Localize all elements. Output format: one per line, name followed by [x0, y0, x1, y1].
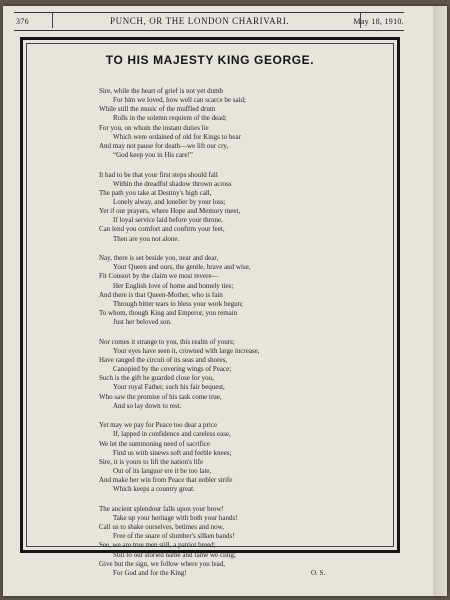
poem-line: Then are you not alone.	[113, 234, 180, 243]
poem-line: Give but the sign, we follow where you lead,	[99, 559, 225, 568]
poem-line: Yet if our prayers, where Hope and Memory meet,	[99, 207, 241, 216]
poem-line: And may not pause for death—we lift our cry,	[99, 141, 229, 150]
poem-line: Which were ordained of old for Kings to bear	[113, 132, 241, 141]
poem-line: Fit Consort by the claim we most revere—	[99, 272, 219, 281]
poem-line: It had to be that your first steps should fall	[99, 170, 218, 179]
poem-line: Sire, while the heart of grief is not yet dumb	[99, 87, 224, 95]
poem-line: Who saw the promise of his task come true,	[99, 392, 222, 401]
poem-line: Yet may we pay for Peace too dear a price	[99, 421, 218, 430]
poem-line: For you, on whom the instant duties lie	[99, 123, 209, 132]
poem-line: Such is the gift he guarded close for you,	[99, 374, 214, 383]
poem-line: Just her beloved son.	[113, 318, 172, 327]
poem-line: And there is that Queen-Mother, who is fain	[99, 290, 223, 299]
poem-line: The ancient splendour falls upon your brow!	[99, 504, 224, 513]
poem-body	[99, 87, 389, 588]
poem-stanza	[99, 254, 389, 327]
poem-line: Call us to shake ourselves, betimes and now,	[99, 523, 224, 532]
poem-stanza	[99, 87, 389, 160]
poem-line: Lonely alway, and lonelier by your loss;	[113, 198, 226, 207]
poem-stanza	[99, 171, 389, 244]
poem-line: Within the dreadful shadow thrown across	[113, 179, 232, 188]
poem-line: Have ranged the circuit of its seas and shores,	[99, 355, 228, 364]
poem-stanza	[99, 421, 389, 494]
poem-line: Find us with sinews soft and feeble knees;	[113, 448, 232, 457]
poem-line: Your eyes have seen it, crowned with large increase,	[113, 346, 260, 355]
poem-line: And make her win from Peace that nobler strife	[99, 476, 233, 485]
header-divider	[52, 12, 53, 28]
masthead: PUNCH, OR THE LONDON CHARIVARI.	[110, 16, 290, 26]
poem-line-text: For God and for the King!	[113, 568, 187, 577]
poem-line: Sire, it is yours to lift the nation's life	[99, 457, 204, 466]
poem-line: The path you take at Destiny's high call,	[99, 188, 212, 197]
poem-line: Nay, there is set beside you, near and dear,	[99, 254, 219, 263]
poem-line: Her English love of home and homely ties;	[113, 281, 234, 290]
poem-line: We let the summoning need of sacrifice	[99, 439, 211, 448]
poem-line: For him we loved, how well can scarce be said;	[113, 96, 246, 105]
poem-line: While still the music of the muffled drum	[99, 105, 216, 114]
poem-signature: O. S.	[311, 568, 326, 577]
poem-line: Your Queen and ours, the gentle, brave and wise,	[113, 263, 251, 272]
poem-line: And so lay down to rest.	[113, 401, 182, 410]
poem-stanza	[99, 338, 389, 411]
issue-date: May 18, 1910.	[353, 17, 404, 26]
poem-line: Nor comes it strange to you, this realm of yours;	[99, 337, 235, 346]
poem-line: If, lapped in confidence and careless ease,	[113, 430, 231, 439]
header-rule-top	[14, 12, 404, 13]
poem-line: Can lend you comfort and confirm your feet,	[99, 225, 225, 234]
header-rule-bottom	[14, 30, 404, 31]
poem-frame	[20, 37, 400, 577]
poem-line: Canopied by the covering wings of Peace;	[113, 365, 232, 374]
poem-line: Take up your heritage with both your hands!	[113, 513, 238, 522]
poem-line: Rolls in the solemn requiem of the dead;	[113, 114, 227, 123]
poem-line	[99, 569, 389, 578]
poem-line: Which keeps a country great.	[113, 485, 195, 494]
page-header	[14, 16, 404, 28]
page-number: 376	[16, 17, 29, 26]
poem-line: “God keep you in His care!”	[113, 151, 193, 160]
poem-stanza	[99, 505, 389, 578]
poem-line: Free of the snare of slumber's silken bands!	[113, 532, 235, 541]
poem-line: Through bitter tears to bless your work begun;	[113, 299, 244, 308]
poem-line: Out of its languor ere it be too late,	[113, 466, 212, 475]
poem-line: See, we are true men still, a patriot breed;	[99, 541, 216, 550]
poem-line: Your royal Father, such his fair bequest,	[113, 383, 225, 392]
poem-line: To whom, though King and Emperor, you remain	[99, 309, 238, 318]
poem-title: TO HIS MAJESTY KING GEORGE.	[105, 53, 315, 67]
page-edge	[433, 6, 447, 596]
poem-line: If loyal service laid before your throne,	[113, 216, 223, 225]
poem-line: Still to our storied name and fame we cling;	[113, 550, 236, 559]
